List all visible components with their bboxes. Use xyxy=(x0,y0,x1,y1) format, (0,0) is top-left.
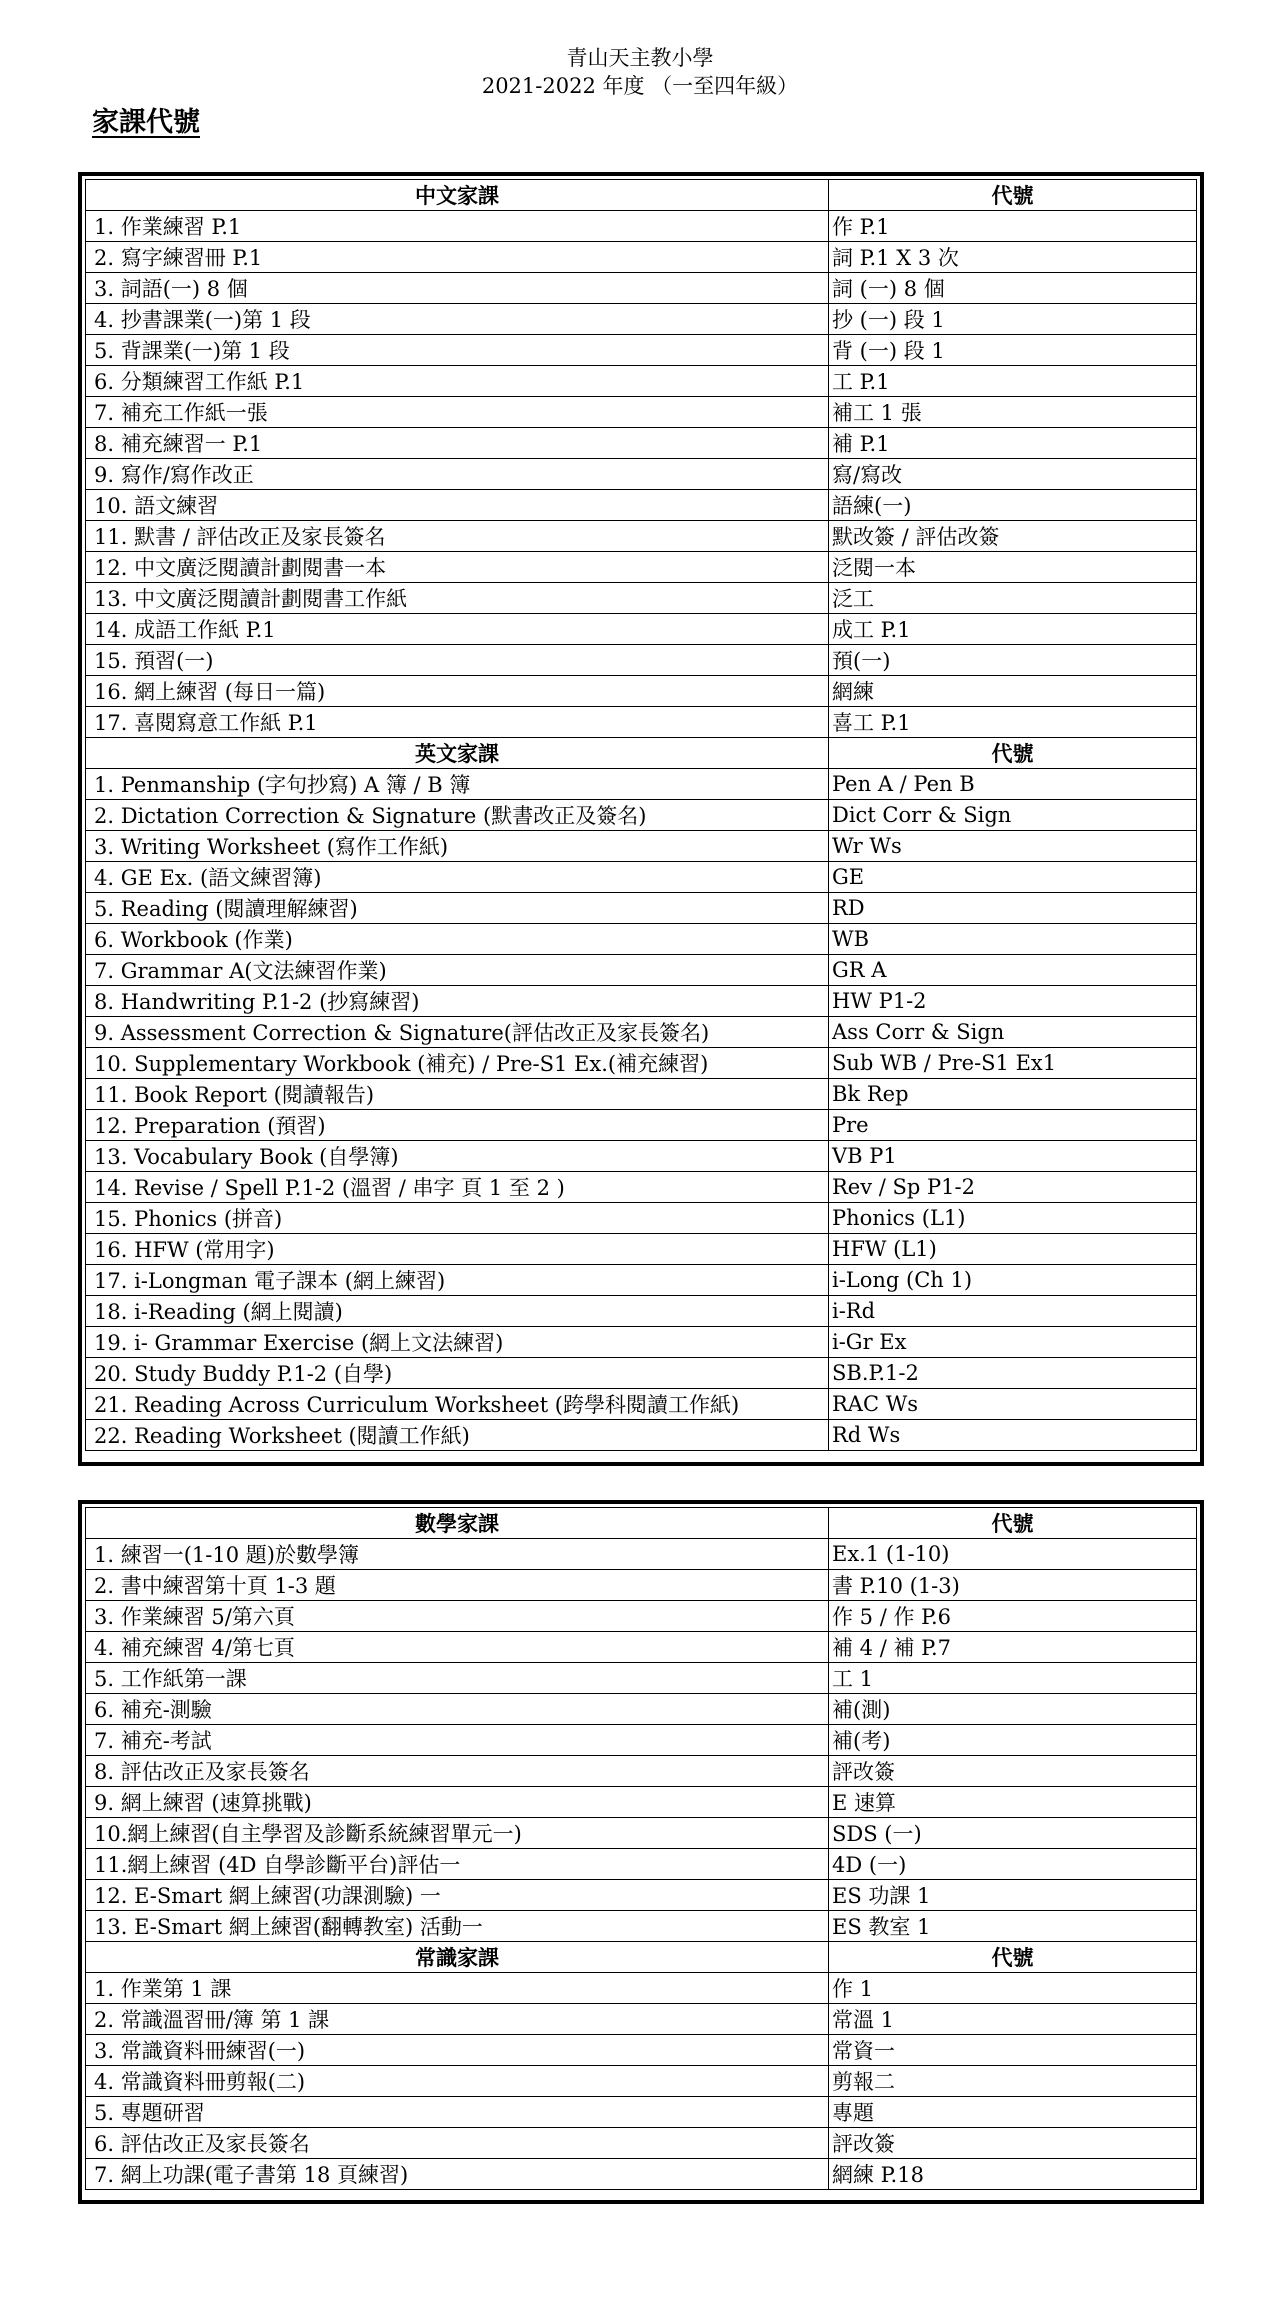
languages-table-frame xyxy=(78,172,1204,1466)
homework-item: 10.網上練習(自主學習及診斷系統練習單元一) xyxy=(86,1818,829,1849)
homework-item: 19. i- Grammar Exercise (網上文法練習) xyxy=(86,1327,829,1358)
table-row xyxy=(86,955,1197,986)
homework-code: ES 教室 1 xyxy=(829,1911,1197,1942)
table-row xyxy=(86,1203,1197,1234)
homework-code: RAC Ws xyxy=(829,1389,1197,1420)
document-header xyxy=(0,44,1280,100)
homework-code: 評改簽 xyxy=(829,1756,1197,1787)
table-row xyxy=(86,1079,1197,1110)
table-row xyxy=(86,1601,1197,1632)
homework-item: 5. 專題研習 xyxy=(86,2097,829,2128)
homework-code: 詞 P.1 X 3 次 xyxy=(829,242,1197,273)
homework-item: 11. Book Report (閱讀報告) xyxy=(86,1079,829,1110)
homework-item: 16. 網上練習 (每日一篇) xyxy=(86,676,829,707)
homework-code: 默改簽 / 評估改簽 xyxy=(829,521,1197,552)
general-studies-code-heading: 代號 xyxy=(829,1942,1197,1973)
table-row xyxy=(86,707,1197,738)
homework-item: 2. Dictation Correction & Signature (默書改正及簽名) xyxy=(86,800,829,831)
table-row xyxy=(86,1389,1197,1420)
table-row xyxy=(86,2159,1197,2190)
english-section-heading: 英文家課 xyxy=(86,738,829,769)
table-row xyxy=(86,335,1197,366)
homework-code: 補(測) xyxy=(829,1694,1197,1725)
table-row xyxy=(86,645,1197,676)
homework-code: 剪報二 xyxy=(829,2066,1197,2097)
homework-code: 語練(一) xyxy=(829,490,1197,521)
table-row xyxy=(86,459,1197,490)
table-row xyxy=(86,521,1197,552)
homework-item: 1. 作業第 1 課 xyxy=(86,1973,829,2004)
homework-code: SDS (一) xyxy=(829,1818,1197,1849)
homework-code: Ex.1 (1-10) xyxy=(829,1539,1197,1570)
homework-code: Bk Rep xyxy=(829,1079,1197,1110)
homework-code: 評改簽 xyxy=(829,2128,1197,2159)
homework-code: Rev / Sp P1-2 xyxy=(829,1172,1197,1203)
homework-item: 7. 補充工作紙一張 xyxy=(86,397,829,428)
homework-code: 作 1 xyxy=(829,1973,1197,2004)
homework-item: 13. E-Smart 網上練習(翻轉教室) 活動一 xyxy=(86,1911,829,1942)
homework-item: 8. 補充練習一 P.1 xyxy=(86,428,829,459)
homework-code: SB.P.1-2 xyxy=(829,1358,1197,1389)
table-row xyxy=(86,862,1197,893)
homework-code: WB xyxy=(829,924,1197,955)
school-year: 2021-2022 年度 （一至四年級） xyxy=(481,74,799,98)
table-row xyxy=(86,1327,1197,1358)
homework-code: i-Rd xyxy=(829,1296,1197,1327)
homework-item: 2. 書中練習第十頁 1-3 題 xyxy=(86,1570,829,1601)
homework-item: 11.網上練習 (4D 自學診斷平台)評估一 xyxy=(86,1849,829,1880)
homework-code: 寫/寫改 xyxy=(829,459,1197,490)
homework-item: 12. Preparation (預習) xyxy=(86,1110,829,1141)
homework-item: 6. 分類練習工作紙 P.1 xyxy=(86,366,829,397)
homework-code: 工 1 xyxy=(829,1663,1197,1694)
table-row xyxy=(86,490,1197,521)
table-row xyxy=(86,273,1197,304)
homework-item: 1. Penmanship (字句抄寫) A 簿 / B 簿 xyxy=(86,769,829,800)
table-row xyxy=(86,1172,1197,1203)
homework-code: 補工 1 張 xyxy=(829,397,1197,428)
math-section-heading: 數學家課 xyxy=(86,1508,829,1539)
homework-code: 補 P.1 xyxy=(829,428,1197,459)
table-row xyxy=(86,211,1197,242)
homework-item: 7. 網上功課(電子書第 18 頁練習) xyxy=(86,2159,829,2190)
homework-code: 補 4 / 補 P.7 xyxy=(829,1632,1197,1663)
table-row xyxy=(86,1787,1197,1818)
table-row xyxy=(86,1539,1197,1570)
homework-code: 網練 xyxy=(829,676,1197,707)
homework-item: 10. 語文練習 xyxy=(86,490,829,521)
homework-code: Ass Corr & Sign xyxy=(829,1017,1197,1048)
table-row xyxy=(86,1725,1197,1756)
homework-item: 14. 成語工作紙 P.1 xyxy=(86,614,829,645)
homework-item: 16. HFW (常用字) xyxy=(86,1234,829,1265)
homework-item: 20. Study Buddy P.1-2 (自學) xyxy=(86,1358,829,1389)
homework-code: 作 P.1 xyxy=(829,211,1197,242)
table-row xyxy=(86,1141,1197,1172)
english-code-heading: 代號 xyxy=(829,738,1197,769)
homework-item: 2. 常識溫習冊/簿 第 1 課 xyxy=(86,2004,829,2035)
math-gs-table-frame xyxy=(78,1500,1204,2204)
chinese-section-heading: 中文家課 xyxy=(86,180,829,211)
homework-code: 工 P.1 xyxy=(829,366,1197,397)
homework-code: Sub WB / Pre-S1 Ex1 xyxy=(829,1048,1197,1079)
homework-code: 背 (一) 段 1 xyxy=(829,335,1197,366)
table-row xyxy=(86,1849,1197,1880)
table-row xyxy=(86,428,1197,459)
table-row xyxy=(86,893,1197,924)
homework-code: 泛閱一本 xyxy=(829,552,1197,583)
table-row xyxy=(86,397,1197,428)
homework-item: 17. i-Longman 電子課本 (網上練習) xyxy=(86,1265,829,1296)
homework-item: 4. 常識資料冊剪報(二) xyxy=(86,2066,829,2097)
table-row xyxy=(86,1420,1197,1451)
homework-item: 17. 喜閱寫意工作紙 P.1 xyxy=(86,707,829,738)
homework-item: 12. 中文廣泛閱讀計劃閱書一本 xyxy=(86,552,829,583)
homework-code: VB P1 xyxy=(829,1141,1197,1172)
table-row xyxy=(86,614,1197,645)
homework-item: 5. Reading (閱讀理解練習) xyxy=(86,893,829,924)
table-row xyxy=(86,1265,1197,1296)
table-row xyxy=(86,1973,1197,2004)
table-row xyxy=(86,924,1197,955)
table-row xyxy=(86,242,1197,273)
table-row xyxy=(86,1756,1197,1787)
table-row xyxy=(86,1017,1197,1048)
homework-code: 常溫 1 xyxy=(829,2004,1197,2035)
table-row xyxy=(86,1296,1197,1327)
table-row xyxy=(86,1234,1197,1265)
homework-code: 補(考) xyxy=(829,1725,1197,1756)
homework-item: 18. i-Reading (網上閱讀) xyxy=(86,1296,829,1327)
homework-item: 13. 中文廣泛閱讀計劃閱書工作紙 xyxy=(86,583,829,614)
table-row xyxy=(86,1694,1197,1725)
math-code-heading: 代號 xyxy=(829,1508,1197,1539)
homework-code: ES 功課 1 xyxy=(829,1880,1197,1911)
table-row xyxy=(86,2128,1197,2159)
homework-item: 9. 寫作/寫作改正 xyxy=(86,459,829,490)
homework-item: 3. 常識資料冊練習(一) xyxy=(86,2035,829,2066)
homework-item: 1. 作業練習 P.1 xyxy=(86,211,829,242)
table-row xyxy=(86,769,1197,800)
homework-item: 11. 默書 / 評估改正及家長簽名 xyxy=(86,521,829,552)
homework-code: GE xyxy=(829,862,1197,893)
homework-item: 21. Reading Across Curriculum Worksheet (跨學科閱讀工作紙) xyxy=(86,1389,829,1420)
english-header-row xyxy=(86,738,1197,769)
table-row xyxy=(86,1663,1197,1694)
page-title: 家課代號 xyxy=(92,107,200,138)
homework-item: 9. 網上練習 (速算挑戰) xyxy=(86,1787,829,1818)
homework-item: 6. 評估改正及家長簽名 xyxy=(86,2128,829,2159)
math-header-row xyxy=(86,1508,1197,1539)
homework-item: 7. 補充-考試 xyxy=(86,1725,829,1756)
homework-item: 3. 作業練習 5/第六頁 xyxy=(86,1601,829,1632)
homework-item: 6. Workbook (作業) xyxy=(86,924,829,955)
homework-code: Phonics (L1) xyxy=(829,1203,1197,1234)
homework-item: 5. 背課業(一)第 1 段 xyxy=(86,335,829,366)
homework-code: 喜工 P.1 xyxy=(829,707,1197,738)
homework-code: 專題 xyxy=(829,2097,1197,2128)
table-row xyxy=(86,1632,1197,1663)
table-row xyxy=(86,366,1197,397)
homework-code: 泛工 xyxy=(829,583,1197,614)
table-row xyxy=(86,986,1197,1017)
homework-item: 5. 工作紙第一課 xyxy=(86,1663,829,1694)
homework-code: HFW (L1) xyxy=(829,1234,1197,1265)
homework-item: 13. Vocabulary Book (自學簿) xyxy=(86,1141,829,1172)
homework-item: 2. 寫字練習冊 P.1 xyxy=(86,242,829,273)
chinese-header-row xyxy=(86,180,1197,211)
table-row xyxy=(86,2066,1197,2097)
school-name: 青山天主教小學 xyxy=(566,46,714,70)
homework-code: Dict Corr & Sign xyxy=(829,800,1197,831)
homework-code: GR A xyxy=(829,955,1197,986)
homework-code: 4D (一) xyxy=(829,1849,1197,1880)
general-studies-section-heading: 常識家課 xyxy=(86,1942,829,1973)
homework-item: 7. Grammar A(文法練習作業) xyxy=(86,955,829,986)
table-row xyxy=(86,1110,1197,1141)
homework-code: 網練 P.18 xyxy=(829,2159,1197,2190)
homework-item: 4. 抄書課業(一)第 1 段 xyxy=(86,304,829,335)
homework-code: Pre xyxy=(829,1110,1197,1141)
homework-code: 預(一) xyxy=(829,645,1197,676)
homework-code: RD xyxy=(829,893,1197,924)
homework-item: 22. Reading Worksheet (閱讀工作紙) xyxy=(86,1420,829,1451)
homework-item: 10. Supplementary Workbook (補充) / Pre-S1 Ex.(補充練習) xyxy=(86,1048,829,1079)
table-row xyxy=(86,1358,1197,1389)
table-row xyxy=(86,1048,1197,1079)
homework-code: 書 P.10 (1-3) xyxy=(829,1570,1197,1601)
homework-code: 成工 P.1 xyxy=(829,614,1197,645)
homework-item: 1. 練習一(1-10 題)於數學簿 xyxy=(86,1539,829,1570)
homework-item: 3. Writing Worksheet (寫作工作紙) xyxy=(86,831,829,862)
homework-item: 3. 詞語(一) 8 個 xyxy=(86,273,829,304)
table-row xyxy=(86,1570,1197,1601)
homework-code: i-Long (Ch 1) xyxy=(829,1265,1197,1296)
homework-code: Rd Ws xyxy=(829,1420,1197,1451)
homework-item: 4. GE Ex. (語文練習簿) xyxy=(86,862,829,893)
homework-item: 4. 補充練習 4/第七頁 xyxy=(86,1632,829,1663)
table-row xyxy=(86,1818,1197,1849)
homework-code: 作 5 / 作 P.6 xyxy=(829,1601,1197,1632)
homework-code: i-Gr Ex xyxy=(829,1327,1197,1358)
table-row xyxy=(86,1911,1197,1942)
table-row xyxy=(86,552,1197,583)
homework-code: 詞 (一) 8 個 xyxy=(829,273,1197,304)
table-row xyxy=(86,304,1197,335)
homework-code: Pen A / Pen B xyxy=(829,769,1197,800)
table-row xyxy=(86,831,1197,862)
table-row xyxy=(86,800,1197,831)
homework-code: 常資一 xyxy=(829,2035,1197,2066)
homework-item: 12. E-Smart 網上練習(功課測驗) 一 xyxy=(86,1880,829,1911)
table-row xyxy=(86,676,1197,707)
homework-item: 8. Handwriting P.1-2 (抄寫練習) xyxy=(86,986,829,1017)
homework-code-table-1 xyxy=(85,179,1197,1451)
homework-item: 14. Revise / Spell P.1-2 (溫習 / 串字 頁 1 至 2 ) xyxy=(86,1172,829,1203)
homework-code: 抄 (一) 段 1 xyxy=(829,304,1197,335)
table-row xyxy=(86,2097,1197,2128)
homework-item: 6. 補充-測驗 xyxy=(86,1694,829,1725)
homework-code: HW P1-2 xyxy=(829,986,1197,1017)
general-studies-header-row xyxy=(86,1942,1197,1973)
homework-item: 15. 預習(一) xyxy=(86,645,829,676)
table-row xyxy=(86,583,1197,614)
table-row xyxy=(86,2004,1197,2035)
homework-code: E 速算 xyxy=(829,1787,1197,1818)
table-row xyxy=(86,1880,1197,1911)
homework-item: 8. 評估改正及家長簽名 xyxy=(86,1756,829,1787)
table-row xyxy=(86,2035,1197,2066)
homework-item: 15. Phonics (拼音) xyxy=(86,1203,829,1234)
homework-item: 9. Assessment Correction & Signature(評估改正及家長簽名) xyxy=(86,1017,829,1048)
homework-code: Wr Ws xyxy=(829,831,1197,862)
homework-code-table-2 xyxy=(85,1507,1197,2190)
chinese-code-heading: 代號 xyxy=(829,180,1197,211)
